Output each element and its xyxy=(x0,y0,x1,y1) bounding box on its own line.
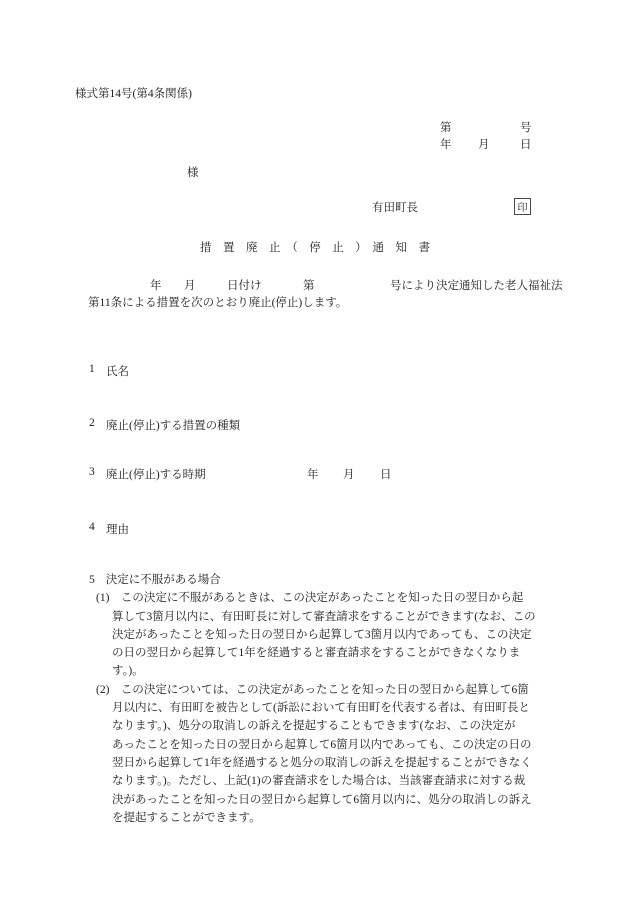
item-3-year-label: 年 xyxy=(307,469,319,481)
addressee-honorific: 様 xyxy=(187,167,199,179)
section-5-paragraph-line: す。)。 xyxy=(112,665,144,678)
item-4-reason xyxy=(0,521,630,539)
form-number: 様式第14号(第4条関係) xyxy=(75,88,192,100)
intro-line-1 xyxy=(0,277,630,295)
item-1-label: 氏名 xyxy=(106,366,129,378)
item-2-label: 廃止(停止)する措置の種類 xyxy=(106,420,241,432)
intro-line-2: 第11条による措置を次のとおり廃止(停止)します。 xyxy=(88,297,348,309)
intro-month-label: 月 xyxy=(184,280,196,292)
doc-number-suffix: 号 xyxy=(520,122,532,134)
date-month-label: 月 xyxy=(478,139,490,151)
item-1-name xyxy=(0,363,630,381)
intro-number-prefix: 第 xyxy=(303,280,315,292)
section-5-paragraph-line: 翌日から起算して1年を経過すると処分の取消しの訴えを提起することができなく xyxy=(112,756,532,769)
doc-number-prefix: 第 xyxy=(440,122,452,134)
document-title: 措 置 廃 止 （ 停 止 ） 通 知 書 xyxy=(200,242,430,254)
intro-year-label: 年 xyxy=(150,280,162,292)
section-5-paragraph-line: あったことを知った日の翌日から起算して6箇月以内であっても、この決定の日の xyxy=(112,738,532,751)
date-year-label: 年 xyxy=(440,139,452,151)
sender-title: 有田町長 xyxy=(372,202,418,214)
section-5-paragraph-line: (2) この決定については、この決定があったことを知った日の翌日から起算して6箇 xyxy=(96,683,529,696)
section-5-heading xyxy=(89,571,630,589)
section-5-appeal-info xyxy=(0,571,630,827)
intro-line-1-rest: 号により決定通知した老人福祉法 xyxy=(390,280,563,292)
date-day-label: 日 xyxy=(520,139,532,151)
item-2-measure-type xyxy=(0,417,630,435)
intro-day-label: 日付け xyxy=(227,280,262,292)
section-5-number: 5 xyxy=(89,574,95,586)
section-5-paragraph-line: 決定があったことを知った日の翌日から起算して3箇月以内であっても、この決定 xyxy=(112,628,532,641)
section-5-paragraph-line: 算して3箇月以内に、有田町長に対して審査請求をすることができます(なお、この xyxy=(112,610,536,623)
section-5-heading-text: 決定に不服がある場合 xyxy=(105,574,221,586)
item-1-number: 1 xyxy=(89,363,95,375)
item-3-number: 3 xyxy=(89,466,95,478)
date-line xyxy=(0,136,630,154)
item-2-number: 2 xyxy=(89,417,95,429)
doc-number-line xyxy=(0,119,630,137)
section-5-paragraph-line: 決があったことを知った日の翌日から起算して6箇月以内に、処分の取消しの訴え xyxy=(112,793,532,806)
item-3-month-label: 月 xyxy=(343,469,355,481)
item-3-day-label: 日 xyxy=(380,469,392,481)
seal-character: 印 xyxy=(517,203,528,214)
item-4-number: 4 xyxy=(89,521,95,533)
item-3-label: 廃止(停止)する時期 xyxy=(106,469,206,481)
section-5-paragraph-line: 月以内に、有田町を被告として(訴訟において有田町を代表する者は、有田町長と xyxy=(112,702,530,715)
section-5-paragraph-line: の日の翌日から起算して1年を経過すると審査請求をすることができなくなりま xyxy=(112,647,521,660)
section-5-paragraph-line: なります。)。ただし、上記(1)の審査請求をした場合は、当該審査請求に対する裁 xyxy=(112,775,526,788)
item-3-timing xyxy=(0,466,630,484)
section-5-paragraph-line: (1) この決定に不服があるときは、この決定があったことを知った日の翌日から起 xyxy=(96,592,524,605)
item-4-label: 理由 xyxy=(106,524,129,536)
seal-stamp xyxy=(514,198,531,215)
section-5-paragraph-line: なります。)、処分の取消しの訴えを提起することもできます(なお、この決定が xyxy=(112,720,516,733)
section-5-paragraph-line: を提起することができます。 xyxy=(112,811,261,824)
